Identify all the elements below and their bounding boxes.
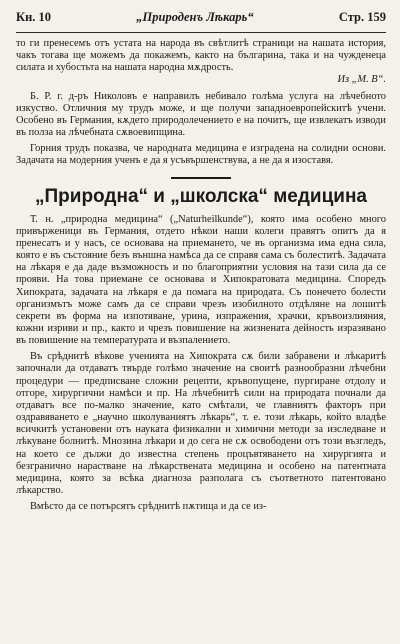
header-book-number: Кн. 10 bbox=[16, 10, 52, 24]
body-paragraph-3: Вмѣсто да се потърсятъ срѣднитѣ пѫтища и да се из- bbox=[30, 501, 267, 513]
running-header bbox=[16, 0, 386, 33]
quote-signature: Из „М. В“. bbox=[337, 74, 386, 86]
header-page-number: Стр. 159 bbox=[338, 10, 386, 24]
header-journal-title: „Природенъ Лѣкарь“ bbox=[136, 10, 254, 24]
section-title: „Природна“ и „школска“ медицина bbox=[35, 185, 367, 207]
opening-paragraph: то ги пренесемъ отъ устата на народа въ свѣтлитѣ страници на нашата история, чакъ тогава ще можемъ да покажемъ, както на българина, така и на чужденеца силата и хубостьта на нашата народна мѫдрость. bbox=[16, 38, 386, 74]
body-paragraph-1: Т. н. „природна медицина“ („Naturheilkunde“), която има особено много привърженици въ Германия, отдето нѣкои наши колеги правятъ опитъ да я пренесатъ и у насъ, се основава на приемането, че въ организма има една сила, която е въ състояние безъ външна намѣса да се справя сама съ болеститѣ. Задачата на лѣкаря е да даде възможность и по благоприятни условия на тази сила да се прояви. На това приемане се основава и Хипократовата медицина. Споредъ Хипократа, задачата на лѣкаря е да помага на природата. Съ понечето болести организмътъ може самъ да се справи чрезъ изобилното отдѣляне на лошитѣ секрети въ форма на изпотяване, урина, изпражения, храчки, кръвоизлияния, кожни изриви и пр., както и чрезъ повишение на жизнената дейность изразявано въ повишение на температурата и възпалението. bbox=[16, 213, 386, 347]
editor-note-paragraph: Б. Р. г. д-ръ Николовъ е направилъ небивало голѣма услуга на лѣчебното изкуство. Отличния му трудъ може, и ще получи западноевропейскитѣ учени. Особено въ Германия, кѫдето природолечението е на почитъ, ще извлекатъ изводи въ полза на лѣчебната сѫвоевипщина. bbox=[16, 90, 386, 139]
section-divider bbox=[171, 177, 231, 179]
gornia-paragraph: Горния трудъ показва, че народната медицина е изградена на солидни основи. Задачата на модерния ученъ е да я усъвършенствува, а не да я изоставя. bbox=[16, 143, 386, 167]
body-paragraph-2: Въ срѣднитѣ вѣкове ученията на Хипократа сѫ били забравени и лѣкаритѣ започнали да отдаватъ твърде голѣмо значение на своитѣ разнообразни лѣчебни процедури — предписване сложни рецепти, кръвопущене, пургиране отдолу и отгоре, хирургични намѣси и пр. На лѣчебнитѣ сили на природата почнали да отдаватъ все по-малко значение, като смѣтали, че главниятъ факторъ при оздравяването е „научно школуваниятъ лѣкарь“, т. е. този лѣкарь, който владѣе всичкитѣ установени отъ науката физикални и химични методи за изследване и лѣкуване болнитѣ. Мнозина лѣкари и до сега не сѫ освободени отъ този възгледъ, на което се дължи до известна степень процъвтяването на хирургията и безгранично нарастване на лѣкарствената медицина и особено на патентната медицина, която за всѣка диагноза разполага съ съответното патентовано лѣкарство. bbox=[16, 351, 386, 496]
